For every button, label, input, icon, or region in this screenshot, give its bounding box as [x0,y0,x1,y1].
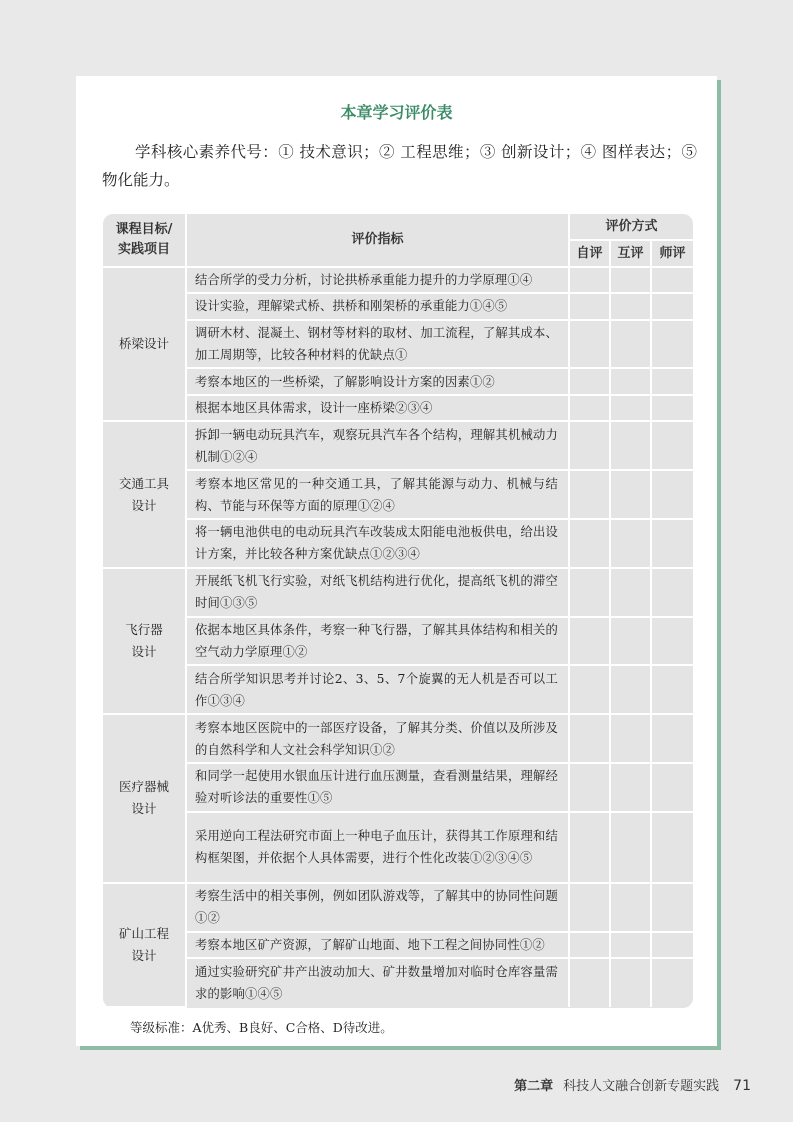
indicator-cell: 考察生活中的相关事例，例如团队游戏等，了解其中的协同性问题①② [186,883,569,932]
project-cell: 矿山工程 设计 [103,883,186,1007]
header-indicator: 评价指标 [186,214,569,267]
teacher-eval-cell[interactable] [651,470,693,519]
indicator-cell: 和同学一起使用水银血压计进行血压测量，查看测量结果，理解经验对听诊法的重要性①⑤ [186,763,569,812]
evaluation-table [103,214,693,1008]
table-row [103,812,693,883]
teacher-eval-cell[interactable] [651,812,693,883]
teacher-eval-cell[interactable] [651,714,693,763]
self-eval-cell[interactable] [569,395,610,421]
peer-eval-cell[interactable] [610,293,651,319]
table-row [103,883,693,932]
self-eval-cell[interactable] [569,883,610,932]
header-project: 课程目标/ 实践项目 [103,214,186,267]
table-row [103,293,693,319]
peer-eval-cell[interactable] [610,267,651,293]
table-row [103,665,693,714]
indicator-cell: 通过实验研究矿井产出波动加大、矿井数量增加对临时仓库容量需求的影响①④⑤ [186,958,569,1007]
teacher-eval-cell[interactable] [651,763,693,812]
footer-subtitle: 科技人文融合创新专题实践 [563,1079,720,1094]
peer-eval-cell[interactable] [610,665,651,714]
peer-eval-cell[interactable] [610,470,651,519]
teacher-eval-cell[interactable] [651,958,693,1007]
project-cell: 医疗器械 设计 [103,714,186,883]
teacher-eval-cell[interactable] [651,320,693,369]
table-row [103,617,693,666]
teacher-eval-cell[interactable] [651,421,693,470]
table-row [103,267,693,293]
table-row [103,368,693,394]
table-row [103,395,693,421]
indicator-cell: 考察本地区医院中的一部医疗设备，了解其分类、价值以及所涉及的自然科学和人文社会科学知识①② [186,714,569,763]
indicator-cell: 考察本地区的一些桥梁，了解影响设计方案的因素①② [186,368,569,394]
self-eval-cell[interactable] [569,470,610,519]
project-cell: 交通工具 设计 [103,421,186,567]
content-card [76,76,717,1046]
self-eval-cell[interactable] [569,763,610,812]
grade-standard: 等级标准：A优秀、B良好、C合格、D待改进。 [130,1020,393,1035]
peer-eval-cell[interactable] [610,763,651,812]
indicator-cell: 结合所学的受力分析，讨论拱桥承重能力提升的力学原理①④ [186,267,569,293]
peer-eval-cell[interactable] [610,368,651,394]
self-eval-cell[interactable] [569,665,610,714]
page-title: 本章学习评价表 [340,103,453,122]
self-eval-cell[interactable] [569,617,610,666]
indicator-cell: 考察本地区常见的一种交通工具，了解其能源与动力、机械与结构、节能与环保等方面的原理①②④ [186,470,569,519]
peer-eval-cell[interactable] [610,714,651,763]
header-self: 自评 [569,240,610,266]
teacher-eval-cell[interactable] [651,519,693,568]
table-row [103,470,693,519]
peer-eval-cell[interactable] [610,395,651,421]
table-row [103,932,693,958]
peer-eval-cell[interactable] [610,812,651,883]
project-cell: 桥梁设计 [103,267,186,421]
indicator-cell: 考察本地区矿产资源，了解矿山地面、地下工程之间协同性①② [186,932,569,958]
header-peer: 互评 [610,240,651,266]
peer-eval-cell[interactable] [610,958,651,1007]
header-teacher: 师评 [651,240,693,266]
self-eval-cell[interactable] [569,320,610,369]
self-eval-cell[interactable] [569,812,610,883]
teacher-eval-cell[interactable] [651,267,693,293]
self-eval-cell[interactable] [569,267,610,293]
peer-eval-cell[interactable] [610,932,651,958]
self-eval-cell[interactable] [569,421,610,470]
peer-eval-cell[interactable] [610,320,651,369]
indicator-cell: 调研木材、混凝土、钢材等材料的取材、加工流程，了解其成本、加工周期等，比较各种材料的优缺点① [186,320,569,369]
peer-eval-cell[interactable] [610,617,651,666]
teacher-eval-cell[interactable] [651,932,693,958]
indicator-cell: 根据本地区具体需求，设计一座桥梁②③④ [186,395,569,421]
project-cell: 飞行器 设计 [103,568,186,714]
indicator-cell: 设计实验，理解梁式桥、拱桥和刚架桥的承重能力①④⑤ [186,293,569,319]
table-row [103,714,693,763]
teacher-eval-cell[interactable] [651,568,693,617]
teacher-eval-cell[interactable] [651,617,693,666]
indicator-cell: 结合所学知识思考并讨论2、3、5、7个旋翼的无人机是否可以工作①③④ [186,665,569,714]
teacher-eval-cell[interactable] [651,883,693,932]
peer-eval-cell[interactable] [610,883,651,932]
table-row [103,763,693,812]
table-row [103,519,693,568]
self-eval-cell[interactable] [569,958,610,1007]
indicator-cell: 依据本地区具体条件，考察一种飞行器，了解其具体结构和相关的空气动力学原理①② [186,617,569,666]
teacher-eval-cell[interactable] [651,368,693,394]
self-eval-cell[interactable] [569,519,610,568]
table-row [103,320,693,369]
intro-paragraph: 学科核心素养代号：① 技术意识；② 工程思维；③ 创新设计；④ 图样表达；⑤ 物化能力。 [102,143,697,189]
self-eval-cell[interactable] [569,368,610,394]
peer-eval-cell[interactable] [610,568,651,617]
indicator-cell: 采用逆向工程法研究市面上一种电子血压计，获得其工作原理和结构框架图，并依据个人具体需要，进行个性化改装①②③④⑤ [186,812,569,883]
evaluation-table-wrapper [103,214,693,1008]
teacher-eval-cell[interactable] [651,665,693,714]
footer-chapter: 第二章 [514,1079,554,1094]
table-row [103,568,693,617]
indicator-cell: 开展纸飞机飞行实验，对纸飞机结构进行优化，提高纸飞机的滞空时间①③⑤ [186,568,569,617]
self-eval-cell[interactable] [569,568,610,617]
teacher-eval-cell[interactable] [651,395,693,421]
self-eval-cell[interactable] [569,293,610,319]
teacher-eval-cell[interactable] [651,293,693,319]
header-method: 评价方式 [569,214,693,240]
indicator-cell: 将一辆电池供电的电动玩具汽车改装成太阳能电池板供电，给出设计方案，并比较各种方案优缺点①②③④ [186,519,569,568]
page-number: 71 [733,1078,751,1094]
table-row [103,421,693,470]
table-row [103,958,693,1007]
peer-eval-cell[interactable] [610,421,651,470]
page-footer [514,1075,751,1094]
peer-eval-cell[interactable] [610,519,651,568]
self-eval-cell[interactable] [569,714,610,763]
indicator-cell: 拆卸一辆电动玩具汽车，观察玩具汽车各个结构，理解其机械动力机制①②④ [186,421,569,470]
self-eval-cell[interactable] [569,932,610,958]
